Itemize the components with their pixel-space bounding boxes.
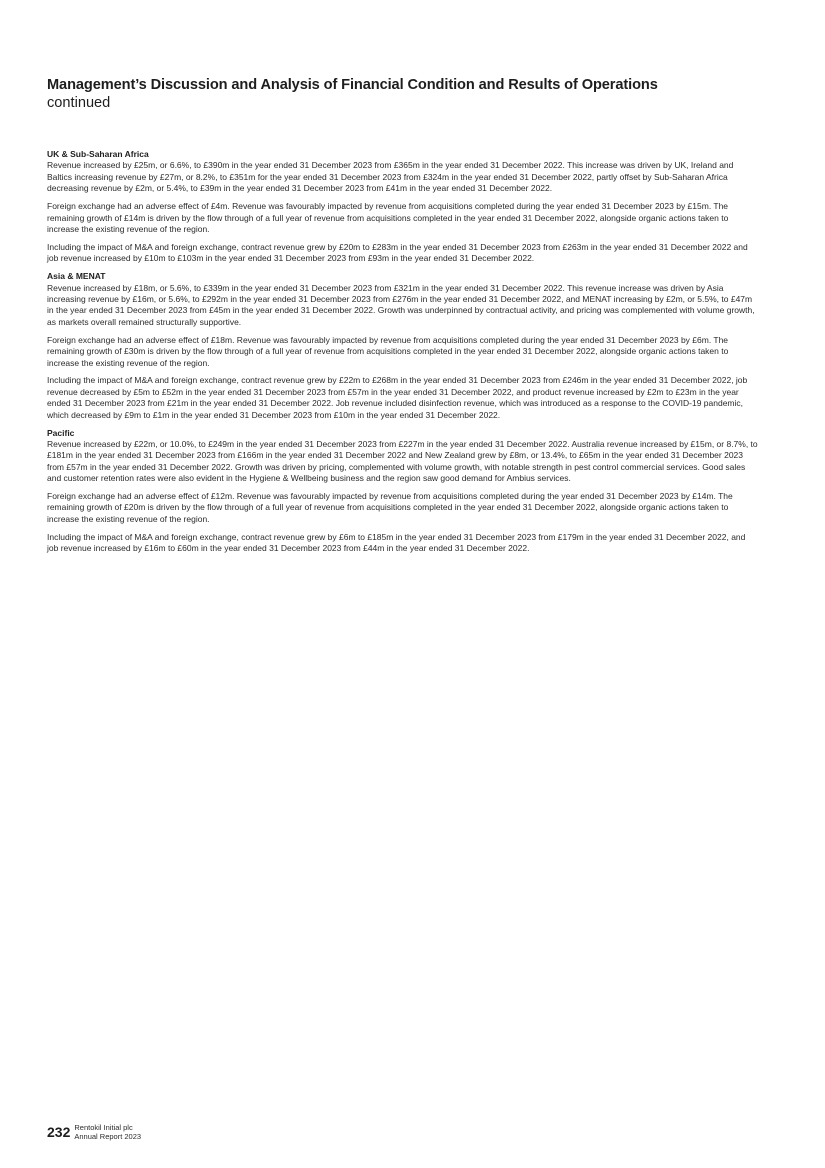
paragraph: Foreign exchange had an adverse effect of £18m. Revenue was favourably impacted by revenue from acquisitions completed during the year ended 31 December 2023 by £6m. The remaining growth of £30m is driven by the flow through of a full year of revenue from acquisitions completed in the year ended 31 December 2022, alongside organic actions taken to increase the existing revenue of the region.	[47, 334, 729, 368]
page-number: 232	[47, 1124, 71, 1140]
paragraph: Foreign exchange had an adverse effect of £12m. Revenue was favourably impacted by revenue from acquisitions completed during the year ended 31 December 2023 by £14m. The remaining growth of £20m is driven by the flow through of a full year of revenue from acquisitions completed in the year ended 31 December 2022, alongside organic actions taken to increase the existing revenue of the region.	[47, 491, 733, 524]
paragraph: Revenue increased by £25m, or 6.6%, to £390m in the year ended 31 December 2023 from £365m in the year ended 31 December 2022. This increase was driven by UK, Ireland and Baltics increasing revenue by £27m, or 8.2%, to £351m for the year ended 31 December 2023 from £324m in the year ended 31 December 2022, partly offset by Sub-Saharan Africa decreasing revenue by £2m, or 5.4%, to £39m in the year ended 31 December 2023 from £41m in the year ended 31 December 2022.	[47, 160, 734, 194]
document-body	[47, 149, 759, 561]
paragraph: Revenue increased by £22m, or 10.0%, to £249m in the year ended 31 December 2023 from £227m in the year ended 31 December 2022. Australia revenue increased by £15m, or 8.7%, to £181m in the year ended 31 December 2023 from £166m in the year ended 31 December 2022 and New Zealand grew by £8m, or 13.4%, to £65m in the year ended 31 December 2023 from £57m in the year ended 31 December 2022. Growth was driven by pricing, complemented with volume growth, with notable strength in pest control commercial services. Good sales and customer retention rates were also evident in the Hygiene & Wellbeing business and the region saw good demand for Ambius services.	[47, 438, 758, 484]
paragraph: Foreign exchange had an adverse effect of £4m. Revenue was favourably impacted by revenue from acquisitions completed during the year ended 31 December 2023 by £15m. The remaining growth of £14m is driven by the flow through of a full year of revenue from acquisitions completed in the year ended 31 December 2022, alongside organic actions taken to increase the existing revenue of the region.	[47, 201, 729, 234]
paragraph: Including the impact of M&A and foreign exchange, contract revenue grew by £20m to £283m in the year ended 31 December 2023 from £263m in the year ended 31 December 2022 and job revenue increased by £10m to £103m in the year ended 31 December 2023 from £93m in the year ended 31 December 2022.	[47, 241, 748, 264]
footer-text	[74, 1122, 141, 1141]
footer-company: Rentokil Initial plc	[74, 1123, 133, 1132]
section-heading: Pacific	[47, 427, 75, 438]
paragraph: Including the impact of M&A and foreign exchange, contract revenue grew by £6m to £185m in the year ended 31 December 2023 from £179m in the year ended 31 December 2022, and job revenue increased by £16m to £60m in the year ended 31 December 2023 from £44m in the year ended 31 December 2022.	[47, 531, 746, 554]
section-uk-sub-saharan-africa	[47, 149, 759, 265]
footer-report: Annual Report 2023	[74, 1132, 142, 1141]
section-heading: Asia & MENAT	[47, 271, 106, 282]
paragraph: Revenue increased by £18m, or 5.6%, to £339m in the year ended 31 December 2023 from £321m in the year ended 31 December 2022. This revenue increase was driven by Asia increasing revenue by £16m, or 5.6%, to £292m in the year ended 31 December 2023 from £276m in the year ended 31 December 2022, and MENAT increasing by £2m, or 5.5%, to £47m in the year ended 31 December 2023 from £45m in the year ended 31 December 2022. Growth was underpinned by contractual activity, and pricing was complemented with volume growth, as markets overall remained structurally supportive.	[47, 282, 755, 327]
paragraph: Including the impact of M&A and foreign exchange, contract revenue grew by £22m to £268m in the year ended 31 December 2023 from £246m in the year ended 31 December 2022, job revenue decreased by £5m to £52m in the year ended 31 December 2023 from £57m in the year ended 31 December 2022, and product revenue increased by £2m to £23m in the year ended 31 December 2023 from £21m in the year ended 31 December 2022. Job revenue included disinfection revenue, which was introduced as a response to the COVID-19 pandemic, which decreased by £9m to £1m in the year ended 31 December 2023 from £10m in the year ended 31 December 2022.	[47, 375, 748, 420]
page-title: Management’s Discussion and Analysis of Financial Condition and Results of Operations	[47, 77, 658, 93]
page-footer	[47, 1122, 141, 1141]
page-header	[47, 76, 787, 112]
section-heading: UK & Sub-Saharan Africa	[47, 149, 149, 159]
page-subtitle: continued	[47, 95, 111, 111]
section-asia-menat	[47, 271, 759, 421]
section-pacific	[47, 428, 759, 555]
